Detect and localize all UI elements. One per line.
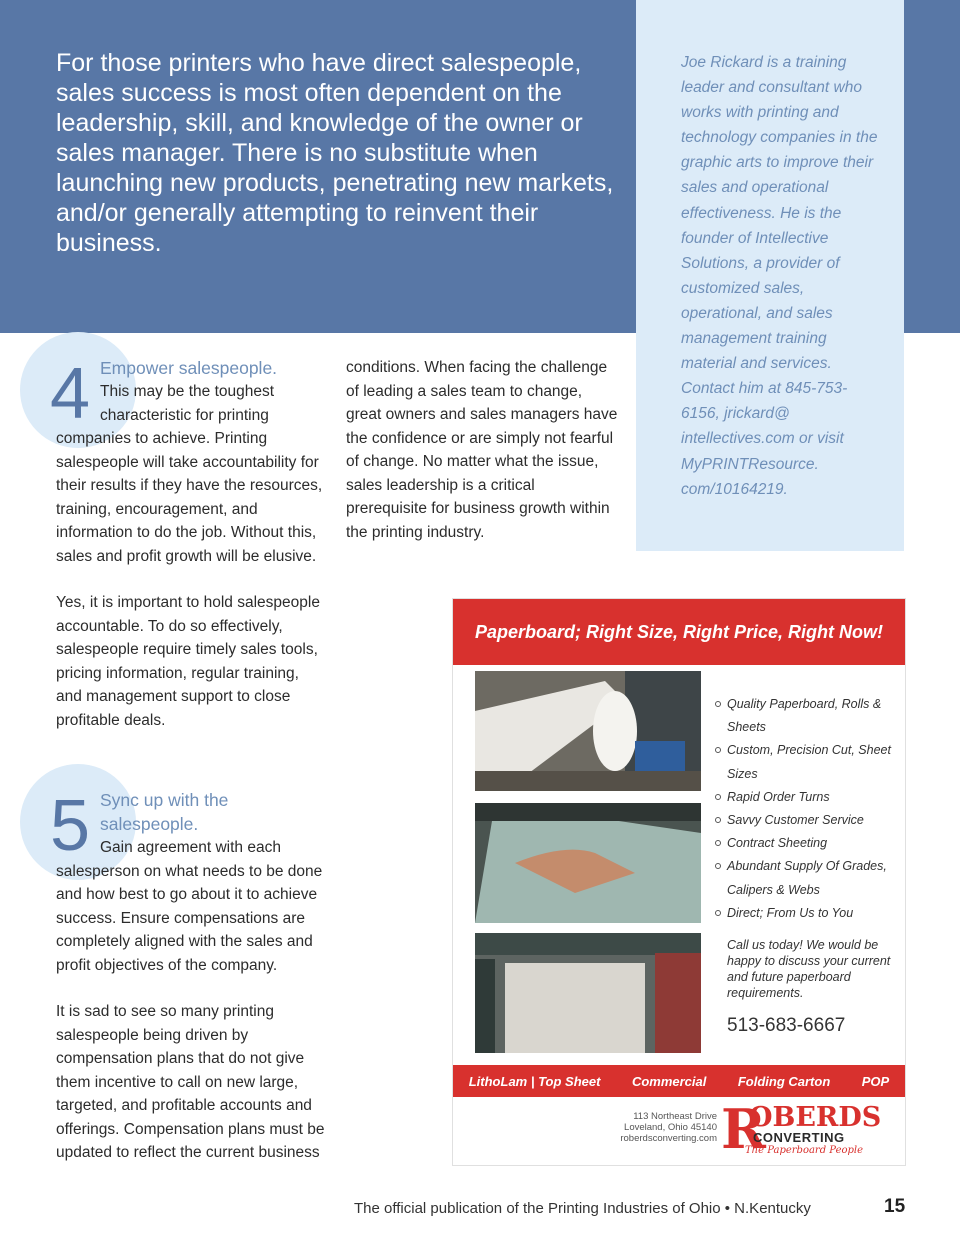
ad-headline: Paperboard; Right Size, Right Price, Right Now!: [453, 599, 905, 665]
author-bio-box: [636, 0, 904, 551]
ad-feature-item: Rapid Order Turns: [715, 786, 897, 809]
section-5-heading: Sync up with the salespeople.: [100, 790, 229, 834]
ad-product-bar: [453, 1065, 905, 1097]
section-4-lead: This may be the toughest characteristic for printing: [100, 383, 275, 424]
logo-letter-r: R: [721, 1097, 766, 1161]
ad-feature-item: Contract Sheeting: [715, 832, 897, 855]
roberds-logo: [721, 1097, 882, 1161]
roberds-advertisement: [452, 598, 906, 1166]
ad-product-label: Commercial: [631, 1073, 707, 1089]
section-5: [50, 786, 328, 977]
ad-product-label: POP: [861, 1073, 890, 1089]
ad-address-line: 113 Northeast Drive: [633, 1111, 717, 1122]
ad-call-to-action: Call us today! We would be happy to discuss your current and future paperboard requirements.: [727, 938, 891, 1000]
article-column-2: [346, 356, 618, 544]
section-4-paragraph-2: Yes, it is important to hold salespeople accountable. To do so effectively, salespeople require timely sales tools, pricing information, regular training, and management support to close profitable deals.: [56, 594, 320, 729]
ad-phone-number: 513-683-6667: [727, 1015, 846, 1036]
ad-feature-item: Quality Paperboard, Rolls & Sheets: [715, 693, 897, 739]
author-bio-text: Joe Rickard is a training leader and consultant who works with printing and technology companies in the graphic arts to improve their sales and operational effectiveness. He is the founder of Intellective Solutions, a provider of customized sales, operational, and sales management training material and services. Contact him at 845-753-6156, jrickard@ intellectives.com or visit MyPRINTResource. com/10164219.: [681, 54, 878, 498]
ad-feature-list: [715, 693, 897, 925]
section-4-body: companies to achieve. Printing salespeople will take accountability for their results if they have the resources, training, encouragement, and information to do the job. Without this, sales and profit growth will be elusive.: [56, 430, 323, 565]
ad-product-label: LithoLam | Top Sheet: [468, 1073, 601, 1089]
section-5-number: 5: [50, 786, 91, 866]
ad-feature-item: Abundant Supply Of Grades, Calipers & Webs: [715, 855, 897, 901]
ad-address: [605, 1111, 717, 1144]
logo-tagline: The Paperboard People: [745, 1145, 864, 1156]
hero-pull-quote: For those printers who have direct salespeople, sales success is most often dependent on the leadership, skill, and knowledge of the owner or sales manager. There is no substitute when launching new products, penetrating new markets, and/or generally attempting to reinvent their business.: [56, 49, 614, 257]
ad-photo-hand-sheet: [475, 803, 701, 923]
ad-feature-item: Direct; From Us to You: [715, 902, 897, 925]
article-column-1: [50, 354, 328, 1165]
ad-address-line: roberdsconverting.com: [620, 1133, 717, 1144]
ad-feature-item: Savvy Customer Service: [715, 809, 897, 832]
ad-product-label: Folding Carton: [737, 1073, 831, 1089]
page-number: 15: [884, 1196, 906, 1217]
ad-feature-item: Custom, Precision Cut, Sheet Sizes: [715, 739, 897, 785]
section-4-number: 4: [50, 354, 91, 434]
section-4-heading: Empower salespeople.: [100, 358, 278, 378]
logo-name: OBERDS: [749, 1102, 882, 1133]
footer-publication: The official publication of the Printing Industries of Ohio • N.Kentucky: [354, 1200, 811, 1217]
section-5-paragraph-2: It is sad to see so many printing salespeople being driven by compensation plans that do not give them incentive to call on new large, targeted, and profitable accounts and offerings. Compensation plans must be updated to reflect the current business: [56, 1003, 325, 1161]
section-4: [50, 354, 328, 568]
section-5-body: salesperson on what needs to be done and how best to go about it to achieve success. Ensure compensations are completely aligned with the sales and profit objectives of the company.: [56, 862, 323, 974]
section-5-lead: Gain agreement with each: [100, 839, 281, 856]
ad-photo-paper-roll: [475, 671, 701, 791]
ad-address-line: Loveland, Ohio 45140: [624, 1122, 717, 1133]
column-2-text: conditions. When facing the challenge of leading a sales team to change, great owners and sales managers have the confidence or are simply not fearful of change. No matter what the issue, sales leadership is a critical prerequisite for business growth within the printing industry.: [346, 359, 618, 541]
logo-subtitle: CONVERTING: [753, 1130, 845, 1145]
ad-photo-sheeter: [475, 933, 701, 1053]
